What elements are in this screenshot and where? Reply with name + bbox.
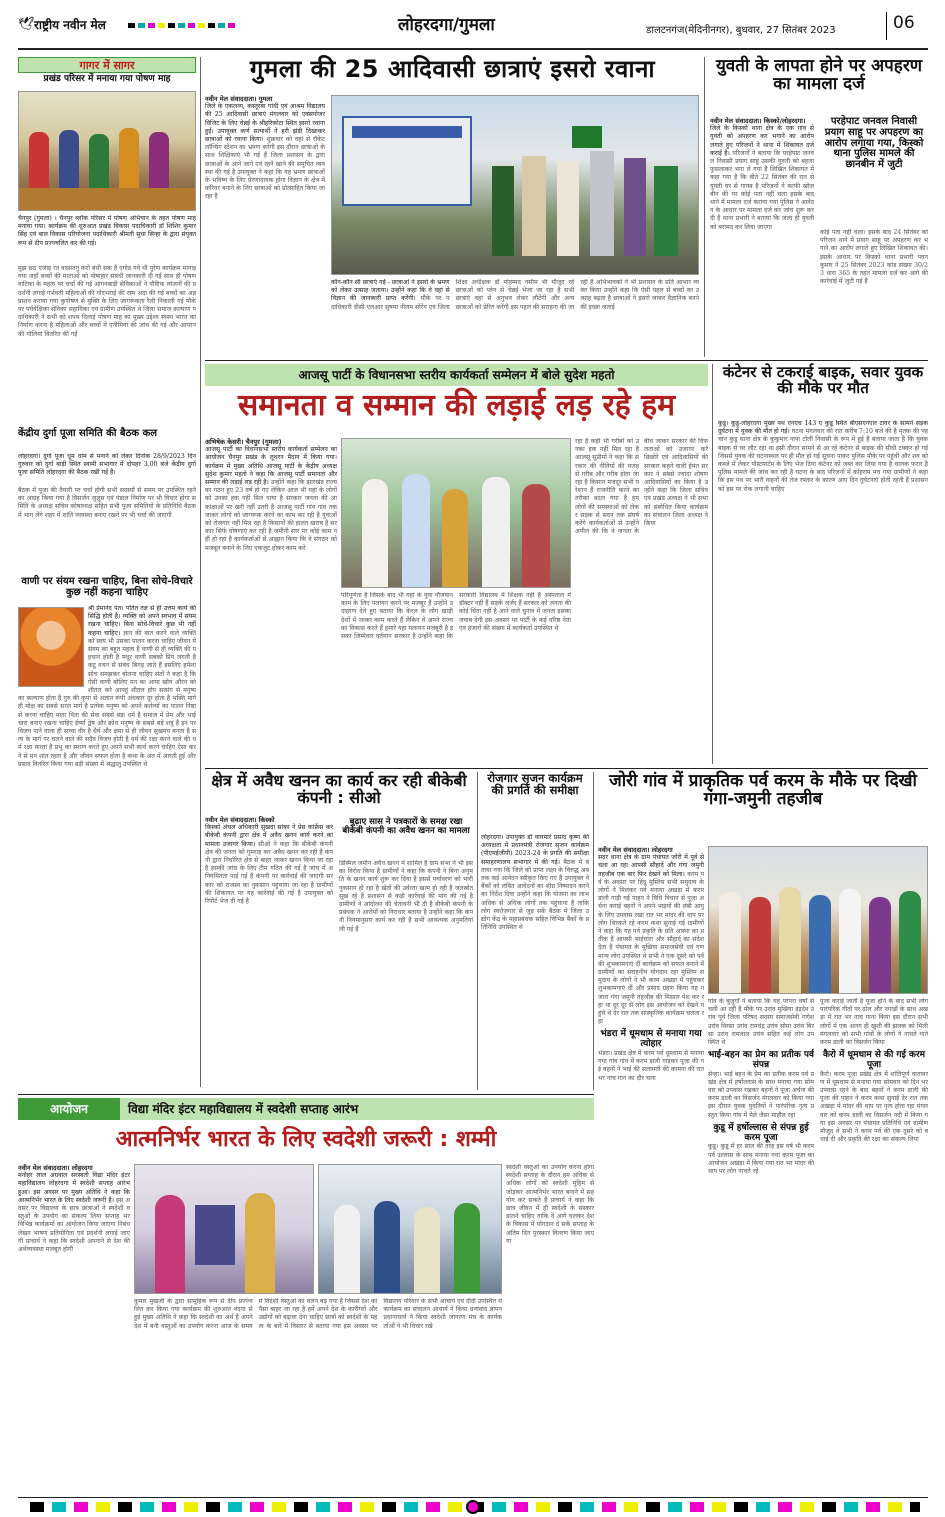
swadeshi-label-box: [18, 1098, 120, 1120]
story-byline: नवीन मेल संवाददाता। लोहरदगा: [598, 846, 673, 854]
story-byline: नवीन मेल संवाददाता। किस्को/लोहरदगा।: [710, 117, 806, 125]
story-body-text: जिले के किस्को थाना क्षेत्र के एक गांव से युवती को अपहरण कर भगाने का आरोप लगाते हुए परिजनों ने थाना में शिकायत दर्ज कराई है।: [710, 125, 814, 157]
side-highlight-text: परहेपाट जनवल निवासी प्रयाग साहू पर अपहरण का आरोप लगाया गया, किस्को थाना पुलिस मामले की छानबीन में जुटी: [824, 116, 924, 171]
story-body-text: किस्को अंचल अधिकारी सुखदा सांका ने प्रेस कांफ्रेंस कर बीकेबी कंपनी द्वारा क्षेत्र में अवैध खनन कार्य करने का मामला उजागर किया।: [205, 824, 333, 848]
karma-story: [598, 772, 928, 1492]
story-body: डिस्मिल जमीन अवैध खनन में शामिल है ग्राम सभा ने भी इसका विरोध किया है ग्रामीणों ने कहा कि कंपनी ने बिना अनुमति के खनन कार्य शुरू कर दिया है इससे पर्यावरण को भारी नुकसान हो रहा है खेतों की उर्वरता खत्म हो रही है जलस्रोत सूख रहे हैं प्रशासन से कड़ी कार्रवाई की मांग की गई है ग्रामीणों ने आंदोलन की चेतावनी भी दी है बीकेबी कंपनी के प्रबंधक ने आरोपों को निराधार बताया है उन्होंने कहा कि कंपनी नियमानुसार कार्य कर रही है सभी आवश्यक अनुमतियां ली गई हैं: [339, 860, 473, 933]
swadeshi-band: [18, 1098, 594, 1120]
story-body: नवीन मेल संवाददाता। लोहरदगा सदर थाना क्षेत्र के ग्राम पंचायत जोरी में पूर्व से चला आ रहा आपसी सौहार्द और गंगा जमुनी तहजीब एक बार फिर देखने को मिला। करम पर्व के अवसर पर हिंदू मुस्लिम सभी समुदाय के लोगों ने मिलकर पर्व मनाया अखड़ा में करम डाली गाड़ी गई पाहन ने विधि विधान से पूजा अर्चना कराई बहनों ने अपने भाइयों की लंबी आयु के लिए उपवास रखा रात भर मांदर की थाप पर लोग थिरकते रहे करम कथा सुनाई गई ग्रामीणों ने कहा कि यह पर्व प्रकृति के प्रति आस्था का प्रतीक है आपसी भाईचारा और सौहार्द का संदेश देता है पंचायत के मुखिया समाजसेवी एवं गणमान्य लोग उपस्थित थे सभी ने एक दूसरे को पर्व की शुभकामनाएं दीं कार्यक्रम को सफल बनाने में ग्रामीणों का सराहनीय योगदान रहा मुस्लिम समुदाय के लोगों ने भी करम अखड़ा में पहुंचकर शुभकामनाएं दीं और प्रसाद ग्रहण किया यह नजारा गंगा जमुनी तहजीब की मिसाल पेश कर रहा था दूर दूर से लोग इस आयोजन को देखने पहुंचे थे देर रात तक सांस्कृतिक कार्यक्रम चलता रहा भंडरा में धूमधाम से मनाया गया त्योहार भंडरा। प्रखंड क्षेत्र में करम पर्व धूमधाम से मनाया गया गांव गांव में करम डाली गाड़कर पूजा की गई बहनों ने भाई की सलामती की कामना की रात भर नाच गान का दौर चला: [598, 846, 704, 1082]
story-headline: रोजगार सृजन कार्यक्रम की प्रगति की समीक्षा: [487, 771, 583, 798]
story-body-text: लोहरदगा। उपायुक्त डॉ वाघमारे प्रसाद कृष्ण की अध्यक्षता में प्रधानमंत्री रोजगार सृजन कार्यक्रम (पीएमईजीपी) 2023-24 के प्रगति की समीक्षा समाहरणालय सभागार में की गई।: [481, 834, 589, 866]
story-body-text: मनोहर लाल अग्रवाल सरस्वती विद्या मंदिर इंटर महाविद्यालय लोहरदगा में स्वदेशी सप्ताह आरंभ हुआ। इस अवसर पर मुख्य अतिथि ने कहा कि आत्मनिर्भर भारत के लिए स्वदेशी जरूरी है।: [18, 1172, 130, 1204]
karma-subhead: भाई-बहन का प्रेम का प्रतीक पर्व संपन्न: [708, 1050, 814, 1070]
story-body-text: लोहरदगा। दुर्गा पूजा धूम धाम से मनाने को लेकर दिनांक 28/9/2023 दिन गुरुवार को दुर्गा बाड़ी स्थित स्वामी सभागार में दोपहर 3.00 बजे केंद्रीय दुर्गा पूजा समिति लोहरदगा की बैठक रखी गई है।: [18, 453, 196, 477]
story-headline: कंटेनर से टकराई बाइक, सवार युवक की मौके पर मौत: [722, 363, 924, 398]
swadeshi-story: [18, 1098, 594, 1492]
photo-sudesh-mahto: [341, 438, 571, 588]
side-highlight: [820, 117, 928, 227]
story-body: परिपूर्णता है जिसके बाद भी यहां के युवा नौजवान काम के लिए पलायन करने पर मजबूर हैं उन्होंने उदाहरण देते हुए बताया कि केरल के लोग खाड़ी देशों में जाकर काम करते हैं लेकिन वे अपने राज्य का विकास करते हैं हमारे यहां पलायन मजबूरी है इसका जिम्मेवार वर्तमान सरकार है उन्होंने कहा कि सरकारी विद्यालय में शिक्षक नहीं हैं अस्पताल में डॉक्टर नहीं हैं सड़कें जर्जर हैं सरकार को जनता की कोई चिंता नहीं है आने वाले चुनाव में जनता इसका जवाब देगी इस अवसर पर पार्टी के कई वरिष्ठ नेता एवं हजारों की संख्या में कार्यकर्ता उपस्थित थे: [341, 592, 571, 641]
photo-isro-flagoff: [331, 95, 699, 275]
story-byline: नवीन मेल संवाददाता। गुमला: [205, 95, 273, 103]
ajsu-headline: समानता व सम्मान की लड़ाई लड़ रहे हम: [237, 388, 676, 423]
story-body: चैनपुर (गुमला) । चैनपुर ब्लॉक परिसर में पोषण अभियान के तहत पोषण माह मनाया गया। कार्यक्रम की शुरुआत प्रखंड विकास पदाधिकारी डॉ शिशिर कुमार सिंह एवं बाल विकास परियोजना पदाधिकारी श्रीमती सुधा सिन्हा के द्वारा संयुक्त रूप से दीप प्रज्ज्वलित कर की गई। मुझ छ्ठ एजाइ रत वदसतनु करो बंधी सक है एगोड गवे थी पुरेण कार्यक्रम मानाइ गया जहाँ बच्चों की माताओं को पोषाहार संबंधी जानकारी दी गई साथ ही पोषण वाटिका के महत्व पर चर्चा की गई आंगनबाड़ी सेविकाओं ने पौष्टिक व्यंजनों की प्रदर्शनी लगाई गर्भवती महिलाओं की गोदभराई की रस्म अदा की गई बच्चों का अन्नप्राशन कराया गया कुपोषण से मुक्ति के लिए जागरूकता रैली निकाली गई मौके पर पर्यवेक्षिका सेविका सहायिका एवं ग्रामीण उपस्थित थे जिला समाज कल्याण पदाधिकारी ने सभी को शपथ दिलाई पोषण माह का मुख्य उद्देश्य स्वस्थ भारत का निर्माण करना है महिलाओं और बच्चों में एनीमिया की जांच की गई और आयरन की गोलियां वितरित की गईं: [18, 215, 196, 338]
story-heading: केंद्रीय दुर्गा पूजा समिति की बैठक कल: [18, 428, 158, 439]
photo-karma-festival: [708, 846, 928, 994]
employment-story: [481, 772, 589, 1090]
ajsu-kicker: आजसू पार्टी के विधानसभा स्तरीय कार्यकर्ता सम्मेलन में बोले सुदेश महतो: [298, 368, 615, 382]
story-body-text: आजसू पार्टी का विधानसभा स्तरीय कार्यकर्ता सम्मेलन का आयोजन चैनपुर प्रखंड के लूथरन मैदान में किया गया। कार्यक्रम में मुख्य अतिथि आजसू पार्टी के केंद्रीय अध्यक्ष सुदेश कुमार महतो ने कहा कि आजसू पार्टी समानता और सम्मान की लड़ाई लड़ रही है।: [205, 446, 337, 487]
story-body: लोहरदगा। दुर्गा पूजा धूम धाम से मनाने को लेकर दिनांक 28/9/2023 दिन गुरुवार को दुर्गा बाड़ी स्थित स्वामी सभागार में दोपहर 3.00 बजे केंद्रीय दुर्गा पूजा समिति लोहरदगा की बैठक रखी गई है। बैठक में पूजा की तैयारी पर चर्चा होगी सभी सदस्यों से समय पर उपस्थित रहने का आग्रह किया गया है विसर्जन जुलूस एवं पंडाल निर्माण पर भी विचार होगा समिति के अध्यक्ष सचिव कोषाध्यक्ष सहित सभी पूजा समितियों के प्रतिनिधि बैठक में भाग लेंगे शहर में शांति व्यवस्था बनाए रखने पर भी चर्चा की जाएगी: [18, 453, 196, 519]
story-body: लोहरदगा। उपायुक्त डॉ वाघमारे प्रसाद कृष्ण की अध्यक्षता में प्रधानमंत्री रोजगार सृजन कार्यक्रम (पीएमईजीपी) 2023-24 के प्रगति की समीक्षा समाहरणालय सभागार में की गई। बैठक में बताया गया कि जिले को प्राप्त लक्ष्य के विरुद्ध अब तक कई आवेदन स्वीकृत किए गए हैं उपायुक्त ने बैंकों को लंबित आवेदनों का शीघ्र निष्पादन करने का निर्देश दिया उन्होंने कहा कि योजना का लाभ अधिक से अधिक लोगों तक पहुंचाना है ताकि लोग स्वरोजगार से जुड़ सकें बैठक में जिला उद्योग केंद्र के महाप्रबंधक सहित विभिन्न बैंकों के प्रतिनिधि उपस्थित थे: [481, 834, 589, 932]
color-strip-left: [128, 23, 238, 28]
mining-story: [205, 772, 473, 1090]
photo-swadeshi-students: [318, 1164, 502, 1294]
container-story: [718, 364, 928, 764]
karma-subhead: कुडू में हर्षोल्लास से संपन्न हुई करम पूजा: [713, 1122, 809, 1143]
story-body: श्री प्रेमानंद पंत। पतित तज्ञ से ही उत्तम कार्य की सिद्धि होती है। व्यक्ति को अपने स्वभाव में संयम रखना चाहिए। बिना सोचे-विचारे कुछ भी नहीं कहना चाहिए। ज्ञान की बात करने वाले व्यक्ति को स्वयं भी उसका पालन करना चाहिए जीवन में संयम का बहुत महत्व है वाणी से ही व्यक्ति की पहचान होती है मधुर वाणी सबको प्रिय लगती है कटु वचन से संबंध बिगड़ जाते हैं इसलिए हमेशा सोच समझकर बोलना चाहिए संतों ने कहा है कि ऐसी वाणी बोलिए मन का आपा खोय औरन को शीतल करे आपहुं शीतल होय सत्संग से मनुष्य का कल्याण होता है गुरु की कृपा से अज्ञान रूपी अंधकार दूर होता है भक्ति मार्ग ही मोक्ष का सबसे सरल मार्ग है प्रत्येक मनुष्य को अपने कर्तव्यों का पालन निष्ठा से करना चाहिए माता पिता की सेवा सबसे बड़ा धर्म है समाज में प्रेम और भाईचारा बनाए रखना चाहिए ईर्ष्या द्वेष और क्रोध मनुष्य के सबसे बड़े शत्रु हैं इन पर विजय पाने वाला ही सच्चा वीर है धैर्य और क्षमा से ही जीवन सुखमय बनता है सत्य के मार्ग पर चलने वाले की सदैव विजय होती है धर्म की रक्षा करने वाले की धर्म रक्षा करता है प्रभु का स्मरण करते हुए अपने सभी कार्य करने चाहिए ऐसा करने से मन शांत रहता है और जीवन सफल होता है कथा के अंत में आरती हुई और प्रसाद वितरित किया गया बड़ी संख्या में श्रद्धालु उपस्थित थे: [18, 605, 196, 768]
kicker-text: गागर में सागर: [79, 59, 135, 72]
dateline: डालटनगंज(मेदिनीनगर), बुधवार, 27 सितंबर 2023: [646, 25, 836, 36]
story-body: कोई पता नहीं चला। इसके बाद 24 सितंबर को परिजन थाने में प्रयाग साहू पर अपहरण कर भगाने का आरोप लगाते हुए लिखित शिकायत की। इसके आधार पर किस्को थाना प्रभारी पवन कुमार ने 25 सितंबर 2023 कांड संख्या 30/23 धारा 365 के तहत मामला दर्ज कर आगे की कार्रवाई में जुटी गई है: [820, 229, 928, 286]
ajsu-kicker-band: [205, 364, 708, 386]
story-body: रहा है कहीं भी गरीबों को उनका हक नहीं मिल रहा है आजसू सुप्रीमो ने कहा कि सरकार की नीतियों की वजह से गरीब और गरीब होता जा रहा है किसान मजदूर सभी परेशान हैं राजनीति करने का तरीका बदल गया है हम लोगों की समस्याओं को लेकर सड़क से सदन तक संघर्ष करेंगे कार्यकर्ताओं से उन्होंने अपील की कि वे जनता के बीच जाकर सरकार की विफलताओं को उजागर करें छिछोरे एवं आदिवासियों की सरकार कहने वाली हेमंत सरकार ने सबसे ज्यादा शोषण आदिवासियों का किया है उन्होंने कहा कि जिला सचिव एवं प्रखंड अध्यक्ष ने भी सभा को संबोधित किया कार्यक्रम का संचालन जिला अध्यक्ष ने किया: [575, 438, 708, 536]
story-headline: क्षेत्र में अवैध खनन का कार्य कर रही बीकेबी कंपनी : सीओ: [211, 771, 467, 808]
swadeshi-kicker: विद्या मंदिर इंटर महाविद्यालय में स्वदेशी सप्ताह आरंभ: [128, 1102, 359, 1116]
photo-swadeshi-guests: [134, 1164, 314, 1294]
story-byline: अभिषेक केसरी। चैनपुर (गुमला): [205, 438, 282, 446]
story-body: नवीन मेल संवाददाता। किस्को/लोहरदगा। जिले के किस्को थाना क्षेत्र के एक गांव से युवती को अपहरण कर भगाने का आरोप लगाते हुए परिजनों ने थाना में शिकायत दर्ज कराई है। परिजनों ने बताया कि परहेपाट जनवल निवासी प्रयाग साहू उसकी युवती को बहला फुसलाकर भगा ले गया है लिखित शिकायत में कहा गया है कि बीते 22 सितंबर की रात से युवती घर से गायब है परिजनों ने काफी खोजबीन की पर कोई पता नहीं चला इसके बाद थाने में मामला दर्ज कराया गया पुलिस ने आवेदन के आधार पर मामला दर्ज कर जांच शुरू कर दी है थाना प्रभारी ने बताया कि जल्द ही युवती को बरामद कर लिया जाएगा: [710, 117, 814, 231]
mining-subhead-text: बुढ़ाए सास ने पत्रकारों के समक्ष रखा बीकेबी कंपनी का अवैध खनन का मामला: [342, 817, 470, 837]
paper-name: राष्ट्रीय नवीन मेल: [34, 18, 106, 32]
right-top-story: [710, 57, 928, 357]
story-body: कुडू। कुडू-लोहरदगा मुख्य पथ एनएच 143 ए कुडू स्थित बीएसएनएल टावर के सामने सड़क दुर्घटना में युवक की मौत हो गई। घटना मंगलवार की रात करीब 7:10 बजे की है मृतक की पहचान कुडू थाना क्षेत्र के कुकुमार नापा टोली निवासी के रूप में हुई है बताया जाता है कि युवक बाइक से घर लौट रहा था इसी दौरान सामने से आ रहे कंटेनर से बाइक की सीधी टक्कर हो गई जिससे युवक की घटनास्थल पर ही मौत हो गई सूचना पाकर पुलिस मौके पर पहुंची और शव को कब्जे में लेकर पोस्टमार्टम के लिए भेज दिया कंटेनर को जब्त कर लिया गया है चालक फरार है पुलिस मामले की जांच कर रही है घटना के बाद परिजनों में कोहराम मच गया ग्रामीणों ने कहा कि इस पथ पर भारी वाहनों की तेज रफ्तार के कारण आए दिन दुर्घटनाएं होती रहती हैं प्रशासन को इस पर रोक लगानी चाहिए: [718, 420, 928, 493]
karma-subhead: कैरो में धूमधाम से की गई करम पूजा: [822, 1050, 926, 1070]
story-body: नवीन मेल संवाददाता। गुमला जिले के एकलव्य, कस्तूरबा गांधी एवं आश्रम विद्यालय की 25 आदिवासी छात्राएं मंगलवार को एक्सपोजर विजिट के लिए चेन्नई के श्रीहरिकोटा स्थित इसरो रवाना हुईं। उपायुक्त कर्ण सत्यार्थी ने हरी झंडी दिखाकर छात्राओं को रवाना किया। शुक्रवार को वहां से रॉकेट लॉन्चिंग स्टेशन का भ्रमण करेंगी इस दौरान छात्राओं के साथ शिक्षिकाएं भी गई हैं जिला प्रशासन के द्वारा छात्राओं के आने जाने एवं रहने खाने की समुचित व्यवस्था की गई है उपायुक्त ने कहा कि यह भ्रमण छात्राओं के भविष्य के लिए प्रेरणादायक होगा विज्ञान के क्षेत्र में करियर बनाने के लिए छात्राओं को प्रोत्साहित किया जा रहा है: [205, 95, 325, 201]
story-body-text: चैनपुर (गुमला) । चैनपुर ब्लॉक परिसर में पोषण अभियान के तहत पोषण माह मनाया गया। कार्यक्रम की शुरुआत प्रखंड विकास पदाधिकारी डॉ शिशिर कुमार सिंह एवं बाल विकास परियोजना पदाधिकारी श्रीमती सुधा सिन्हा के द्वारा संयुक्त रूप से दीप प्रज्ज्वलित कर की गई।: [18, 215, 196, 247]
story-headline: जोरी गांव में प्राकृतिक पर्व करम के मौके पर दिखी गंगा-जमुनी तहजीब: [609, 771, 917, 810]
swadeshi-headline: आत्मनिर्भर भारत के लिए स्वदेशी जरूरी : शम्मी: [115, 1127, 497, 1152]
story-body: कौन-कौन सी छात्राएं गईं - छात्राओं ने इसरो के भ्रमण को लेकर उत्साह जताया। उन्होंने कहा कि वे वहां से विज्ञान की जानकारी प्राप्त करेंगी। मौके पर पदाधिकारी डीसी एलआर सुषमा नीलम सोरेंग एवं जिला शिक्षा अधीक्षक डॉ मोहम्मद नसीम भी मौजूद रहे छात्राओं को प्लेन से चेन्नई भेजा जा रहा है सभी छात्राएं वहां से अनुभव लेकर लौटेंगी और अन्य छात्राओं को प्रेरित करेंगी इस पहल की सराहना की जा रही है अभिभावकों ने भी प्रशासन के प्रति आभार व्यक्त किया उन्होंने कहा कि ऐसी पहल से बच्चों का उत्साह बढ़ता है छात्राओं ने इसरो जाकर वैज्ञानिक बनने की इच्छा जताई: [331, 279, 699, 311]
story-body: अभिषेक केसरी। चैनपुर (गुमला) आजसू पार्टी का विधानसभा स्तरीय कार्यकर्ता सम्मेलन का आयोजन चैनपुर प्रखंड के लूथरन मैदान में किया गया। कार्यक्रम में मुख्य अतिथि आजसू पार्टी के केंद्रीय अध्यक्ष सुदेश कुमार महतो ने कहा कि आजसू पार्टी समानता और सम्मान की लड़ाई लड़ रही है। उन्होंने कहा कि झारखंड राज्य का गठन हुए 23 वर्ष हो गए लेकिन आज भी यहां के लोगों को उनका हक नहीं मिल पाया है सरकार जनता की आकांक्षाओं पर खरी नहीं उतरी है आजसू पार्टी गांव गांव तक जाकर लोगों को जागरूक करने का काम कर रही है युवाओं को रोजगार नहीं मिल रहा है किसानों की हालत खराब है सरकार सिर्फ घोषणाएं कर रही है जमीनी स्तर पर कोई काम नहीं हो रहा है कार्यकर्ताओं से आह्वान किया कि वे संगठन को मजबूत बनाने के लिए एकजुट होकर काम करें: [205, 438, 337, 552]
story-heading: वाणी पर संयम रखना चाहिए, बिना सोचे-विचारे कुछ नहीं कहना चाहिए: [21, 576, 193, 598]
kicker-box: [18, 57, 196, 73]
ajsu-story: [205, 364, 708, 764]
mining-subhead: [339, 818, 473, 858]
story-body: कुमार मुखर्जी के द्वारा सामूहिक रूप से दीप प्रज्ज्वलित कर किया गया कार्यक्रम की शुरुआत वंदना से हुई मुख्य अतिथि ने कहा कि स्वदेशी का अर्थ है अपने देश में बनी वस्तुओं का उपयोग करना आज के समय में विदेशी वस्तुओं का चलन बढ़ गया है जिससे देश का पैसा बाहर जा रहा है हमें अपने देश के कारीगरों और उद्योगों को बढ़ावा देना चाहिए छात्रों को स्वदेशी के महत्व के बारे में विस्तार से बताया गया इस अवसर पर विद्यालय परिवार के सभी आचार्य एवं दीदी उपस्थित थे कार्यक्रम का संचालन आचार्य ने किया धन्यवाद ज्ञापन प्रधानाचार्य ने किया स्वदेशी जागरण मंच के कार्यकर्ताओं ने भी विचार रखे: [134, 1298, 502, 1330]
story-body-text: सदर थाना क्षेत्र के ग्राम पंचायत जोरी में पूर्व से चला आ रहा आपसी सौहार्द और गंगा जमुनी तहजीब एक बार फिर देखने को मिला।: [598, 854, 704, 878]
photo-nutrition-event: [18, 91, 196, 211]
story-body-text: कौन-कौन सी छात्राएं गईं - छात्राओं ने इसरो के भ्रमण को लेकर उत्साह जताया। उन्होंने कहा कि वे वहां से विज्ञान की जानकारी प्राप्त करेंगी।: [331, 279, 450, 303]
photo-saint: [18, 607, 84, 687]
story-body: नवीन मेल संवाददाता। लोहरदगा मनोहर लाल अग्रवाल सरस्वती विद्या मंदिर इंटर महाविद्यालय लोहरदगा में स्वदेशी सप्ताह आरंभ हुआ। इस अवसर पर मुख्य अतिथि ने कहा कि आत्मनिर्भर भारत के लिए स्वदेशी जरूरी है। इस अवसर पर विद्यालय के छात्र छात्राओं ने स्वदेशी वस्तुओं के उपयोग का संकल्प लिया सप्ताह भर विभिन्न कार्यक्रमों का आयोजन किया जाएगा निबंध लेखन भाषण प्रतियोगिता एवं प्रदर्शनी लगाई जाएगी प्राचार्य ने कहा कि स्वदेशी अपनाने से देश की अर्थव्यवस्था मजबूत होगी: [18, 1164, 130, 1254]
footer-registration-mark: [466, 1500, 480, 1514]
story-body: पूजा कराई जाती है पूजा होने के बाद सभी लोग पारंपरिक गीतों पर ढोल और नगाड़ों के साथ अखड़ा में रात भर नाच गाना किया इस दौरान सभी लोगों में एक अलग ही खुशी की झलक को मिली मंगलवार को सभी गांवों के लोगों ने नाचते गाते करम डाली का विसर्जन किया कैरो में धूमधाम से की गई करम पूजा कैरो। करम पूजा प्रखंड क्षेत्र में शांतिपूर्ण वातावरण में धूमधाम से मनाया गया सोमवार को दिन भर उपवास रहने के बाद बहनों ने करम डाली की पूजा की पाहन ने करम कथा सुनाई देर रात तक अखड़ा में मांदर की थाप पर नृत्य होता रहा मंगलवार को करम डाली का विसर्जन नदी में किया गया इस अवसर पर पंचायत प्रतिनिधि एवं ग्रामीण मौजूद थे सभी ने करम पर्व की एक दूसरे को बधाई दी और प्रकृति की रक्षा का संकल्प लिया: [820, 998, 928, 1144]
masthead: [18, 10, 928, 48]
story-body-text: जिले के एकलव्य, कस्तूरबा गांधी एवं आश्रम विद्यालय की 25 आदिवासी छात्राएं मंगलवार को एक्सपोजर विजिट के लिए चेन्नई के श्रीहरिकोटा स्थित इसरो रवाना हुईं। उपायुक्त कर्ण सत्यार्थी ने हरी झंडी दिखाकर छात्राओं को रवाना किया।: [205, 103, 325, 144]
swadeshi-label: आयोजन: [50, 1102, 88, 1116]
story-body: नवीन मेल संवाददाता। किस्को किस्को अंचल अधिकारी सुखदा सांका ने प्रेस कांफ्रेंस कर बीकेबी कंपनी द्वारा क्षेत्र में अवैध खनन कार्य करने का मामला उजागर किया। सीओ ने कहा कि बीकेबी कंपनी क्षेत्र की जनता को गुमराह कर अवैध खनन कर रही है कंपनी द्वारा निर्धारित क्षेत्र से बाहर जाकर खनन किया जा रहा है इसकी जांच के लिए टीम गठित की गई है जांच में अनियमितता पाई गई है कंपनी पर कार्रवाई की जाएगी सरकार को राजस्व का नुकसान पहुंचाया जा रहा है ग्रामीणों की शिकायत पर यह कार्रवाई की गई है उपायुक्त को रिपोर्ट भेज दी गई है: [205, 816, 333, 906]
story-byline: नवीन मेल संवाददाता। लोहरदगा: [18, 1164, 93, 1172]
karma-subhead: भंडरा में धूमधाम से मनाया गया त्योहार: [600, 1029, 702, 1050]
story-headline: युवती के लापता होने पर अपहरण का मामला दर्ज: [715, 56, 923, 95]
section-name: लोहरदगा/गुमला: [398, 15, 495, 35]
story-body: गांव के बुजुर्गों ने बताया कि यह परंपरा वर्षों से चली आ रही है मौके पर उरांव मुखिया इंद्रदेव उरांव पूर्व जिला परिषद सदस्य समाजसेवी गणेश उरांव विरसा उरांव रामचंद्र उरांव सोमा उरांव बिरसा उरांव रामलाल उरांव सहित कई लोग उपस्थित थे भाई-बहन का प्रेम का प्रतीक पर्व संपन्न सेन्हा। भाई बहन के प्रेम का प्रतीक करम पर्व प्रखंड क्षेत्र में हर्षोल्लास के साथ मनाया गया सोमवार को उपवास रखकर बहनों ने पूजा अर्चना की करम डाली का विसर्जन मंगलवार को किया गया इस दौरान युवक युवतियों ने पारंपरिक नृत्य प्रस्तुत किया गांव में मेले जैसा माहौल रहा कुडू में हर्षोल्लास से संपन्न हुई करम पूजा कुडू। कुडू में हर साल की तरह इस वर्ष भी करम पर्व उल्लास के साथ मनाया गया करम पूजा का आयोजन अखड़ा में किया गया रात भर मांदर की थाप पर लोग नाचते रहे: [708, 998, 814, 1175]
paper-logo-icon: 🕊: [18, 17, 35, 32]
story-body-text: कुडू। कुडू-लोहरदगा मुख्य पथ एनएच 143 ए कुडू स्थित बीएसएनएल टावर के सामने सड़क दुर्घटना में युवक की मौत हो गई।: [718, 420, 928, 436]
lead-headline: गुमला की 25 आदिवासी छात्राएं इसरो रवाना: [249, 55, 656, 83]
story-heading: प्रखंड परिसर में मनाया गया पोषण माह: [43, 74, 171, 84]
story-body: स्वदेशी वस्तुओं का उपयोग करना होगा स्वदेशी सप्ताह के दौरान हम अधिक से अधिक लोगों को स्वदेशी मुहिम से जोड़कर आत्मनिर्भर भारत बनाने में सहयोग कर सकते हैं प्राचार्य ने कहा कि छात्र जीवन में ही स्वदेशी के संस्कार डालने चाहिए ताकि वे आगे चलकर देश के विकास में योगदान दे सकें सप्ताह के अंतिम दिन पुरस्कार वितरण किया जाएगा: [506, 1164, 594, 1245]
story-byline: नवीन मेल संवाददाता। किस्को: [205, 816, 275, 824]
story-body-text: श्री प्रेमानंद पंत। पतित तज्ञ से ही उत्तम कार्य की सिद्धि होती है। व्यक्ति को अपने स्वभाव में संयम रखना चाहिए। बिना सोचे-विचारे कुछ भी नहीं कहना चाहिए।: [88, 605, 196, 637]
lead-story: [205, 57, 700, 357]
left-column: [18, 57, 196, 1087]
page-number: 06: [893, 13, 915, 33]
